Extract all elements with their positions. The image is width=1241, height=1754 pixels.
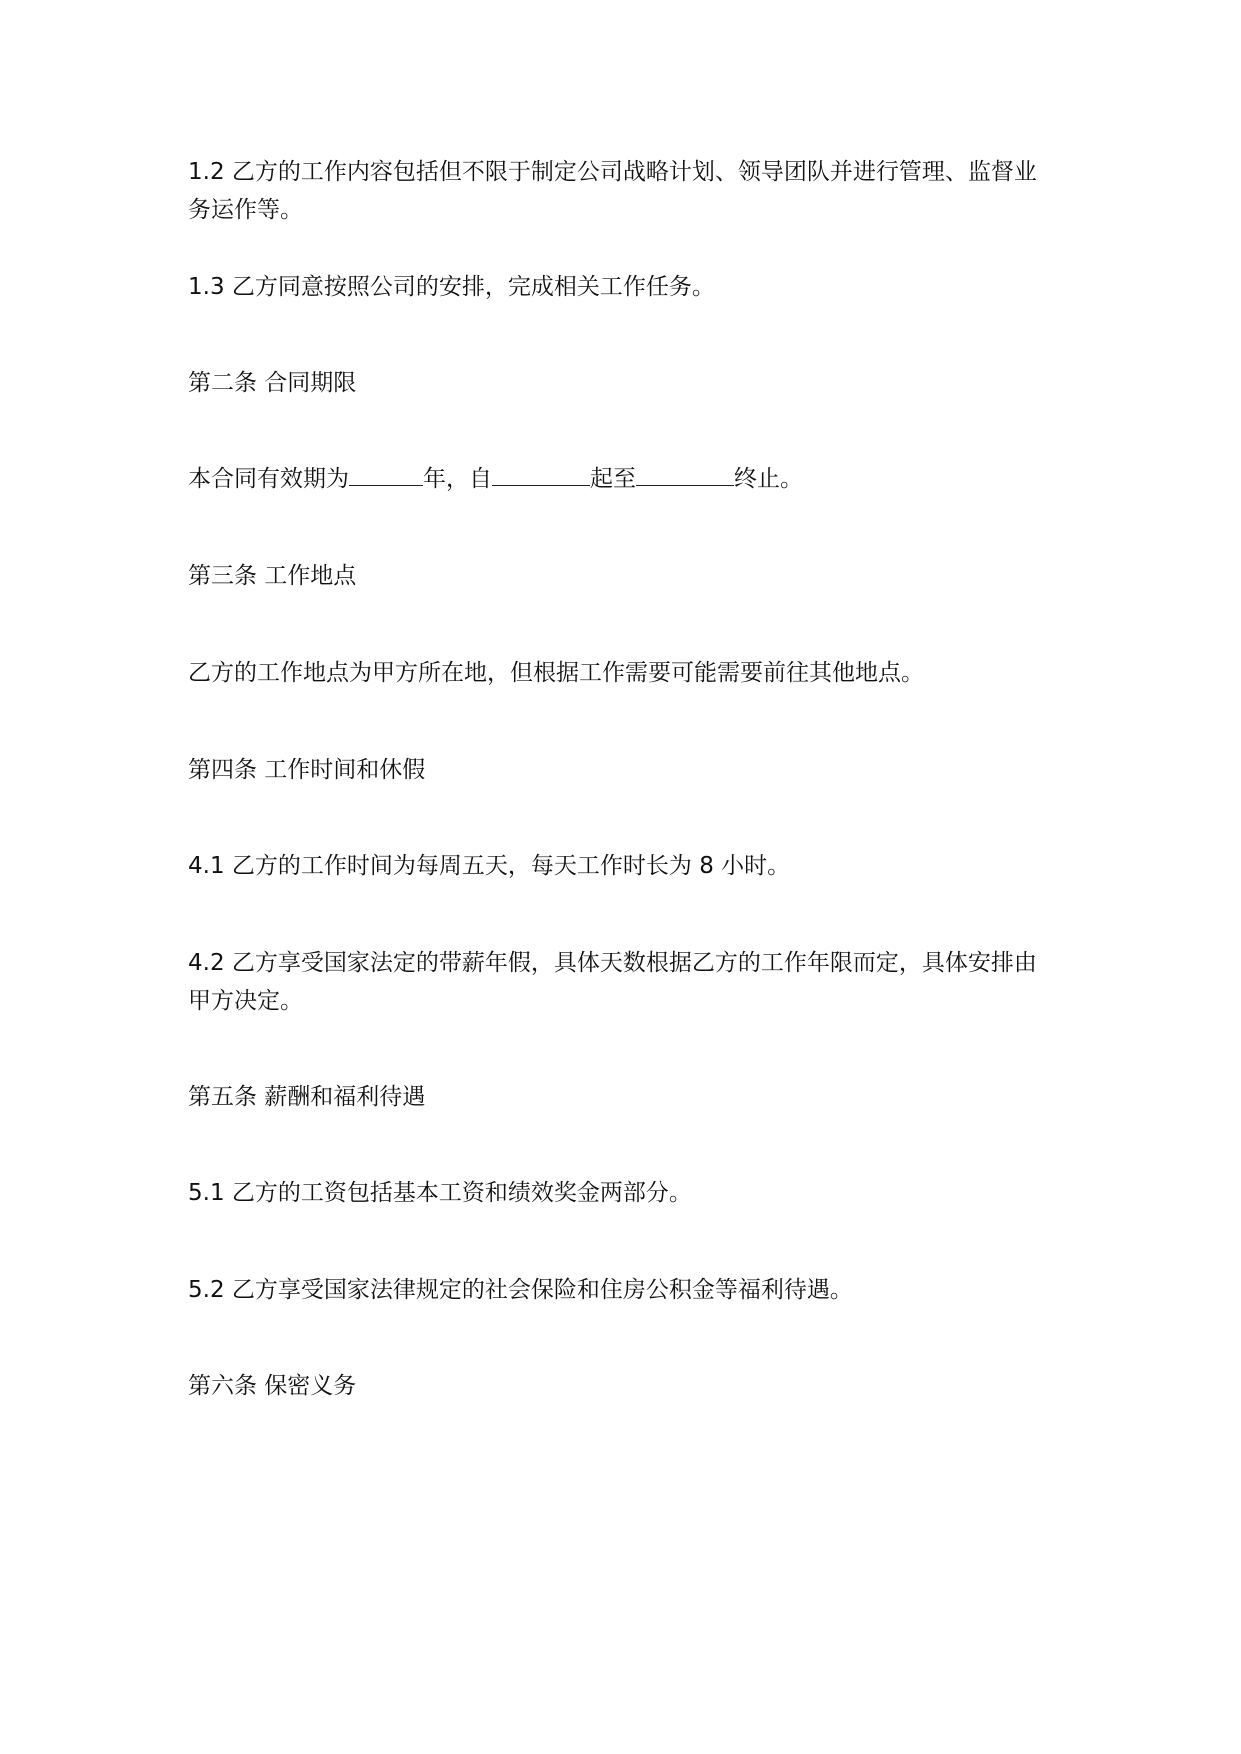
term-text-part4: 终止。 [734,466,803,492]
years-blank[interactable] [349,463,423,486]
clause-4-1: 4.1 乙方的工作时间为每周五天，每天工作时长为 8 小时。 [188,853,791,879]
contract-term-text [188,460,1058,498]
start-date-blank[interactable] [492,463,590,486]
heading-article-4: 第四条 工作时间和休假 [188,757,426,783]
clause-1-3: 1.3 乙方同意按照公司的安排，完成相关工作任务。 [188,274,715,300]
term-text-part2: 年，自 [423,466,492,492]
work-location-text: 乙方的工作地点为甲方所在地，但根据工作需要可能需要前往其他地点。 [188,660,924,686]
clause-1-2: 1.2 乙方的工作内容包括但不限于制定公司战略计划、领导团队并进行管理、监督业务运作等。 [188,159,1037,223]
heading-article-2: 第二条 合同期限 [188,370,357,396]
clause-5-2: 5.2 乙方享受国家法律规定的社会保险和住房公积金等福利待遇。 [188,1277,853,1303]
clause-4-2: 4.2 乙方享受国家法定的带薪年假，具体天数根据乙方的工作年限而定，具体安排由甲方决定。 [188,950,1037,1014]
heading-article-6: 第六条 保密义务 [188,1373,357,1399]
term-text-part1: 本合同有效期为 [188,466,349,492]
heading-article-3: 第三条 工作地点 [188,563,357,589]
end-date-blank[interactable] [636,463,734,486]
heading-article-5: 第五条 薪酬和福利待遇 [188,1084,426,1110]
clause-5-1: 5.1 乙方的工资包括基本工资和绩效奖金两部分。 [188,1180,692,1206]
term-text-part3: 起至 [590,466,636,492]
